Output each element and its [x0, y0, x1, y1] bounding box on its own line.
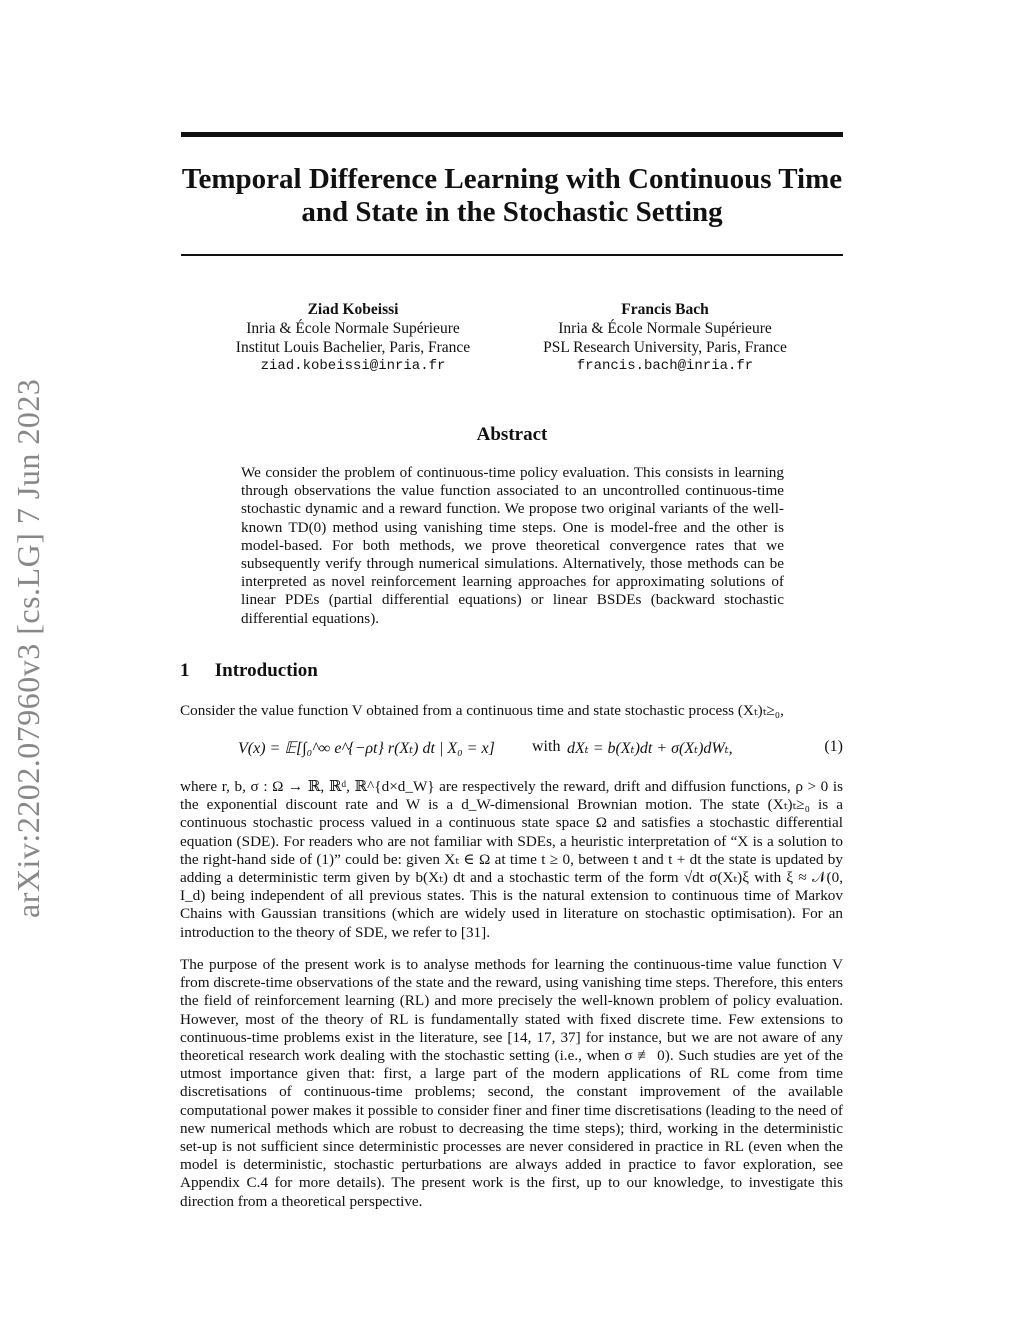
equation-right: dXₜ = b(Xₜ)dt + σ(Xₜ)dWₜ,	[567, 740, 733, 757]
equation-left: V(x) = 𝔼[∫₀^∞ e^{−ρt} r(Xₜ) dt | X₀ = x]	[238, 740, 495, 757]
purpose-paragraph: The purpose of the present work is to analyse methods for learning the continuous-time value function V from discrete-time observations of the state and the reward, using vanishing time steps. Therefore, this enters the field of reinforcement learning (RL) and more precisely the well-known problem of policy evaluation. However, most of the theory of RL is fundamentally stated with fixed discrete time. Few extensions to continuous-time problems exist in the literature, see [14, 17, 37] for instance, but we are not aware of any theoretical research work dealing with the stochastic setting (i.e., when σ ≢ 0). Such studies are yet of the utmost importance given that: first, a large part of the modern applications of RL come from time discretisations of continuous-time problems; second, the constant improvement of the available computational power makes it possible to consider finer and finer time discretisations (leading to the need of new numerical methods which are robust to decreasing the time steps); third, working in the deterministic set-up is not sufficient since deterministic processes are never considered in practice in RL (even when the model is deterministic, stochastic perturbations are always added in practice to favor exploration, see Appendix C.4 for more details). The present work is the first, up to our knowledge, to investigate this direction from a theoretical perspective.	[180, 956, 843, 1210]
paper-title	[160, 163, 864, 229]
author-email: ziad.kobeissi@inria.fr	[260, 358, 446, 374]
title-rule-bottom	[181, 254, 843, 256]
author-affiliation: Institut Louis Bachelier, Paris, France	[235, 339, 471, 356]
intro-paragraph: Consider the value function V obtained from a continuous time and state stochastic process (Xₜ)ₜ≥₀,	[180, 702, 784, 719]
author-affiliation: PSL Research University, Paris, France	[543, 339, 787, 356]
author-block-2	[500, 300, 830, 376]
author-email: francis.bach@inria.fr	[576, 358, 754, 374]
equation-with: with	[532, 738, 561, 755]
author-block-1	[188, 300, 518, 376]
abstract-heading: Abstract	[476, 424, 548, 445]
title-line-2: and State in the Stochastic Setting	[301, 196, 723, 228]
where-paragraph: where r, b, σ : Ω → ℝ, ℝᵈ, ℝ^{d×d_W} are respectively the reward, drift and diffusion functions, ρ > 0 is the exponential discount rate and W is a d_W-dimensional Brownian motion. The state (Xₜ)ₜ≥₀ is a continuous stochastic process valued in a continuous state space Ω and satisfies a stochastic differential equation (SDE). For readers who are not familiar with SDEs, a heuristic interpretation of “X is a solution to the right-hand side of (1)” could be: given Xₜ ∈ Ω at time t ≥ 0, between t and t + dt the state is updated by adding a deterministic term given by b(Xₜ) dt and a stochastic term of the form √dt σ(Xₜ)ξ with ξ ≈ 𝒩(0, I_d) being independent of all previous states. This is the natural extension to continuous time of Markov Chains with Gaussian transitions (which are widely used in literature on stochastic optimisation). For an introduction to the theory of SDE, we refer to [31].	[180, 778, 843, 941]
author-name: Francis Bach	[621, 301, 709, 318]
author-affiliation: Inria & École Normale Supérieure	[246, 320, 460, 337]
equation-1	[180, 728, 843, 768]
arxiv-identifier: arXiv:2202.07960v3 [cs.LG] 7 Jun 2023	[10, 378, 46, 918]
title-rule-top	[181, 132, 843, 137]
title-line-1: Temporal Difference Learning with Continuous Time	[181, 163, 843, 195]
author-affiliation: Inria & École Normale Supérieure	[558, 320, 772, 337]
section-number: 1	[180, 660, 190, 681]
section-title: Introduction	[214, 660, 318, 681]
author-name: Ziad Kobeissi	[307, 301, 399, 318]
section-heading	[180, 660, 318, 682]
abstract-text: We consider the problem of continuous-time policy evaluation. This consists in learning through observations the value function associated to an uncontrolled continuous-time stochastic dynamic and a reward function. We propose two original variants of the well-known TD(0) method using vanishing time steps. One is model-free and the other is model-based. For both methods, we prove theoretical convergence rates that we subsequently verify through numerical simulations. Alternatively, those methods can be interpreted as novel reinforcement learning approaches for approximating solutions of linear PDEs (partial differential equations) or linear BSDEs (backward stochastic differential equations).	[241, 464, 784, 627]
equation-number: (1)	[824, 738, 843, 755]
